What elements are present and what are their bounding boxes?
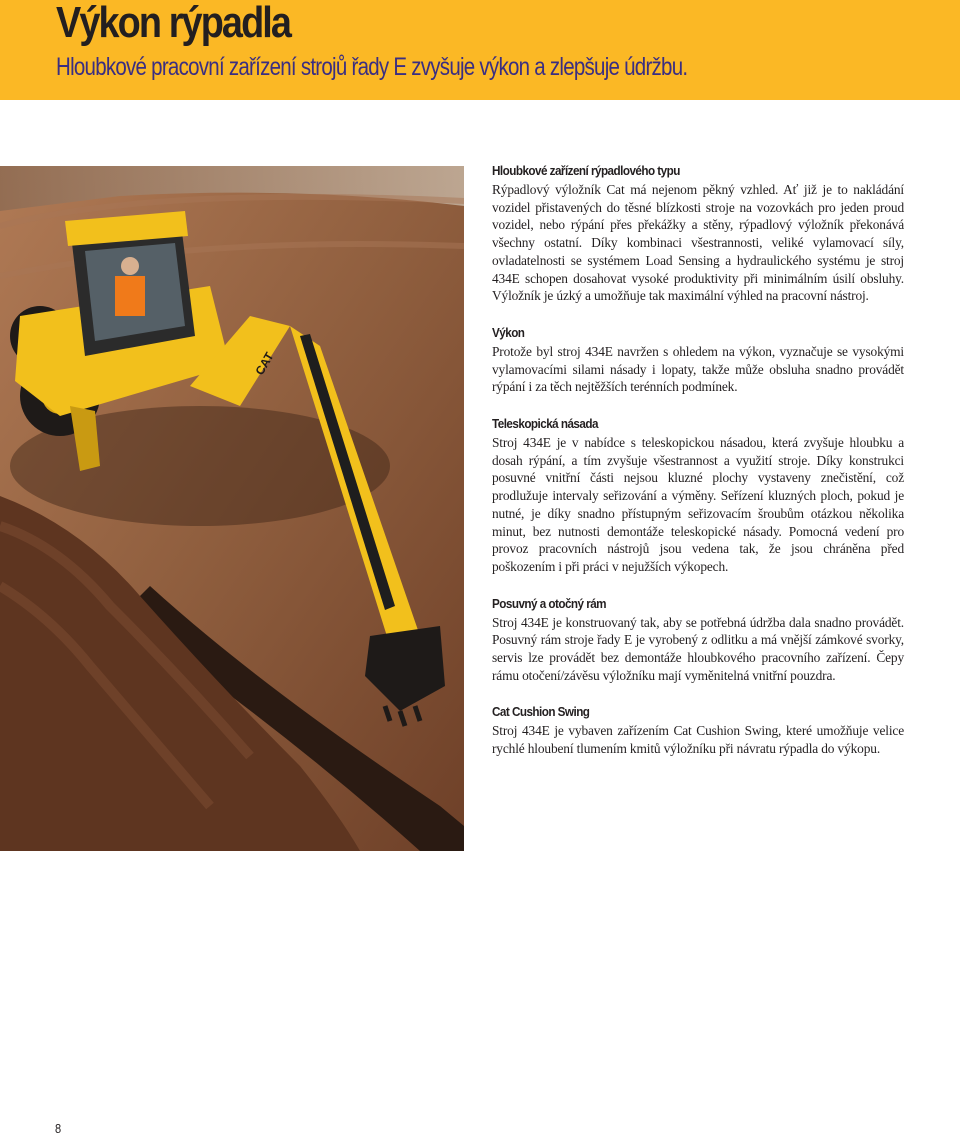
section-heading: Výkon (492, 324, 525, 340)
operator (115, 276, 145, 316)
page-subtitle: Hloubkové pracovní zařízení strojů řady E zvyšuje výkon a zlepšuje údržbu. (56, 53, 688, 81)
cat-decal: CAT (252, 349, 277, 378)
backhoe-loader-illustration (0, 166, 464, 851)
section-heading: Posuvný a otočný rám (492, 595, 607, 611)
page-number: 8 (55, 1121, 62, 1136)
section-body: Stroj 434E je v nabídce s teleskopickou násadou, která zvyšuje hloubku a dosah rýpání, a tím zvyšuje všestrannost a využití stroje. Díky konstrukci posuvné vnitřní části nejsou kluzné plochy vystaveny znečistění, což prodlužuje intervaly seřizování a výměny. Seřízení kluzných ploch, pokud je nutné, je díky snadno přístupným seřizovacím šroubům otázkou několika minut, bez nutnosti demontáže teleskopické násady. Pomocná vedení pro provoz pracovních nástrojů jsou vedena tak, že jsou chráněna před poškozením i při práci v nejužších výkopech. (492, 435, 904, 574)
backhoe-loader-photo (0, 166, 464, 851)
section-body: Protože byl stroj 434E navržen s ohledem na výkon, vyznačuje se vysokými vylamovacími silami násady i lopaty, takže může obsluha snadno provádět rýpání i za těch nejtěžších terénních podmínek. (492, 343, 904, 395)
section-cushion-swing (492, 703, 904, 757)
section-sliding-swing-frame (492, 595, 904, 685)
section-heading: Cat Cushion Swing (492, 704, 590, 720)
header-band (0, 0, 960, 100)
section-backhoe-equipment (492, 162, 904, 305)
section-body: Stroj 434E je vybaven zařízením Cat Cushion Swing, které umožňuje velice rychlé hloubení tlumením kmitů výložníku při návratu rýpadla do výkopu. (492, 723, 904, 757)
page-title: Výkon rýpadla (56, 0, 291, 47)
section-telescopic-stick (492, 415, 904, 576)
section-heading: Hloubkové zařízení rýpadlového typu (492, 163, 680, 178)
section-heading: Teleskopická násada (492, 416, 598, 432)
section-performance (492, 324, 904, 396)
section-body: Stroj 434E je konstruovaný tak, aby se potřebná údržba dala snadno provádět. Posuvný rám stroje řady E je vyrobený z odlitku a má vnější zámkové svorky, servis lze provádět bez demontáže hloubkového pracovního zařízení. Čepy rámu otočení/závěsu výložníku mají vyměnitelná vnitřní pouzdra. (492, 614, 904, 683)
section-body: Rýpadlový výložník Cat má nejenom pěkný vzhled. Ať již je to nakládání vozidel přistavených do těsné blízkosti stroje na vozovkách pro jeden proud vozidel, nebo rýpání přes překážky a stěny, rýpadlový výložník překonává všechny ostatní. Díky kombinaci všestrannosti, veliké vylamovací síly, ovladatelnosti se systémem Load Sensing a hydraulického systému je stroj 434E schopen dosahovat vysoké produktivity při minimálním úsilí obsluhy. Výložník je úzký a umožňuje tak maximální výhled na pracovní nástroj. (492, 182, 904, 304)
text-column (492, 162, 904, 777)
